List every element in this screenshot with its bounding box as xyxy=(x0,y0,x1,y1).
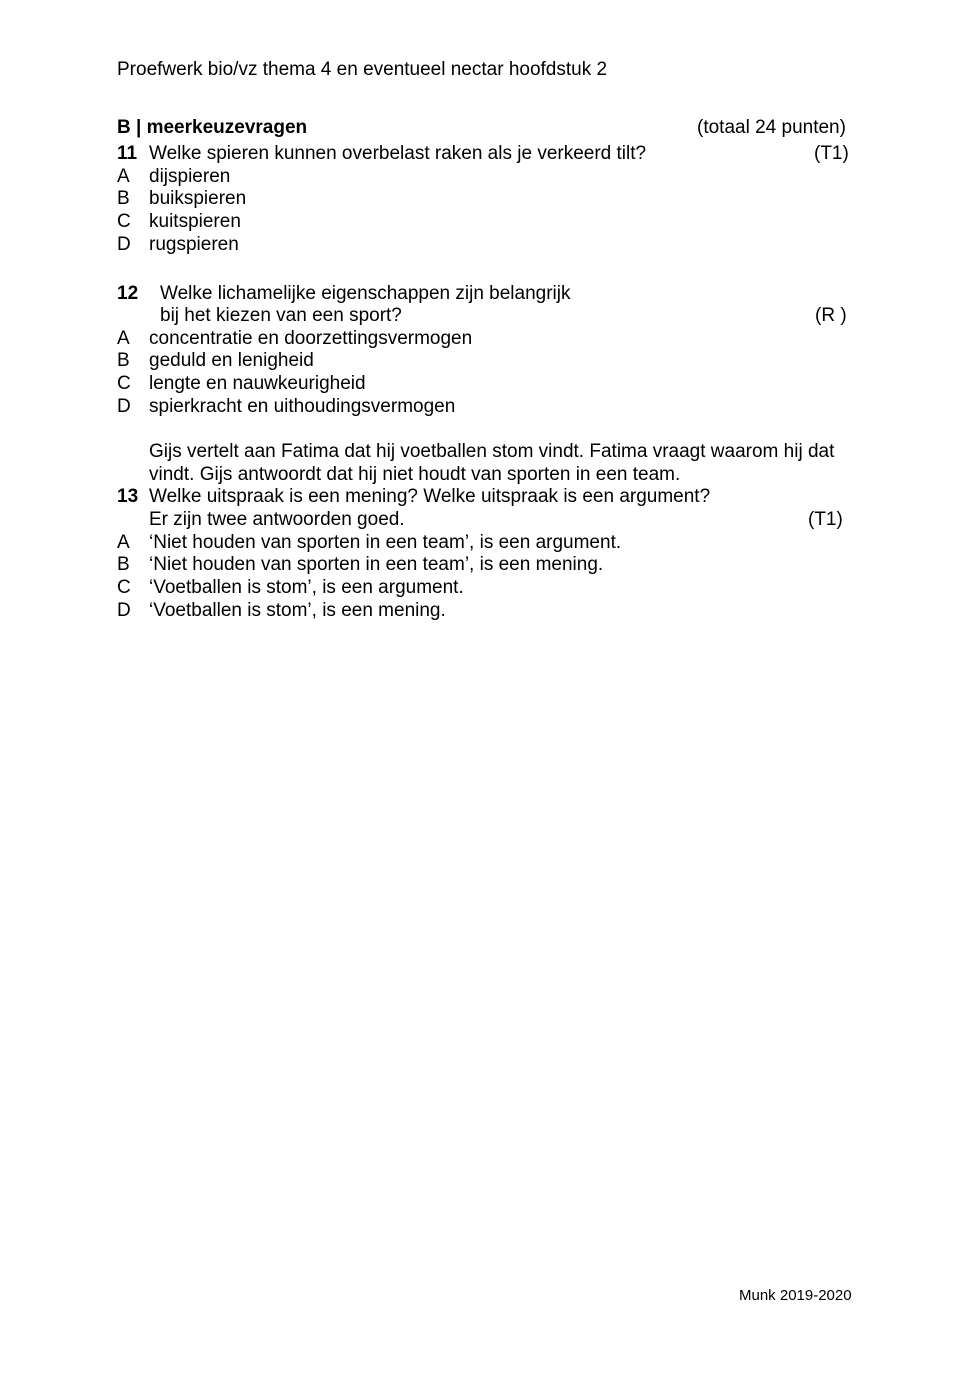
intro-text-line1: Gijs vertelt aan Fatima dat hij voetballen stom vindt. Fatima vraagt waarom hij dat xyxy=(149,441,835,462)
option-text: spierkracht en uithoudingsvermogen xyxy=(149,396,456,417)
question-code: (T1) xyxy=(814,143,849,164)
option-letter: B xyxy=(117,188,130,209)
question-code: (R ) xyxy=(815,305,847,326)
option-text: geduld en lenigheid xyxy=(149,350,314,371)
option-letter: A xyxy=(117,328,130,349)
question-text-line1: Welke lichamelijke eigenschappen zijn belangrijk xyxy=(160,283,571,304)
option-letter: D xyxy=(117,396,131,417)
option-letter: D xyxy=(117,234,131,255)
page-title: Proefwerk bio/vz thema 4 en eventueel nectar hoofdstuk 2 xyxy=(117,59,608,80)
option-text: rugspieren xyxy=(149,234,239,255)
question-text-line2: bij het kiezen van een sport? xyxy=(160,305,402,326)
option-text: ‘Niet houden van sporten in een team’, is een mening. xyxy=(149,554,604,575)
section-heading: B | meerkeuzevragen xyxy=(117,117,308,138)
option-letter: C xyxy=(117,211,131,232)
question-number: 12 xyxy=(117,283,139,304)
option-letter: C xyxy=(117,373,131,394)
question-text-line2: Er zijn twee antwoorden goed. xyxy=(149,509,405,530)
option-text: ‘Niet houden van sporten in een team’, is een argument. xyxy=(149,532,622,553)
option-letter: C xyxy=(117,577,131,598)
question-text-line1: Welke uitspraak is een mening? Welke uitspraak is een argument? xyxy=(149,486,711,507)
option-text: lengte en nauwkeurigheid xyxy=(149,373,366,394)
option-text: dijspieren xyxy=(149,166,231,187)
option-text: concentratie en doorzettingsvermogen xyxy=(149,328,473,349)
option-letter: B xyxy=(117,554,130,575)
option-letter: A xyxy=(117,166,130,187)
footer-text: Munk 2019-2020 xyxy=(739,1287,852,1304)
question-code: (T1) xyxy=(808,509,843,530)
question-number: 13 xyxy=(117,486,139,507)
option-letter: D xyxy=(117,600,131,621)
option-letter: A xyxy=(117,532,130,553)
question-text: Welke spieren kunnen overbelast raken als je verkeerd tilt? xyxy=(149,143,647,164)
intro-text-line2: vindt. Gijs antwoordt dat hij niet houdt van sporten in een team. xyxy=(149,464,681,485)
option-letter: B xyxy=(117,350,130,371)
option-text: ‘Voetballen is stom’, is een argument. xyxy=(149,577,464,598)
section-points: (totaal 24 punten) xyxy=(697,117,846,138)
option-text: kuitspieren xyxy=(149,211,241,232)
option-text: buikspieren xyxy=(149,188,247,209)
question-number: 11 xyxy=(117,143,138,164)
option-text: ‘Voetballen is stom’, is een mening. xyxy=(149,600,446,621)
